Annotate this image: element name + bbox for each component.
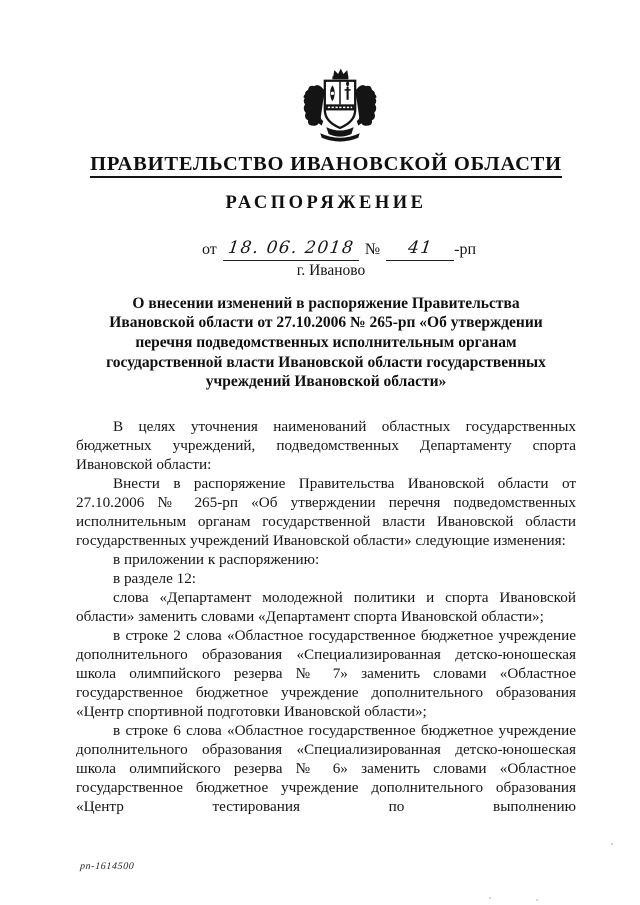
body-paragraph: Внести в распоряжение Правительства Ивановской области от 27.10.2006 № 265-рп «Об утверждении перечня подведомственных исполнительным органам государственной власти Ивановской области государственных учреждений Ивановской области» следующие изменения: <box>76 474 576 549</box>
body-paragraph: в строке 6 слова «Областное государственное бюджетное учреждение дополнительного образования «Специализированная детско-юношеская школа олимпийского резерва № 6» заменить словами «Областное государственное бюджетное учреждение дополнительного образования «Центр тестирования по выполнению <box>76 721 576 815</box>
date-blank <box>223 238 359 261</box>
date-number-line <box>76 238 576 261</box>
footer-code: рп-1614500 <box>79 861 135 872</box>
handwritten-number: 41 <box>406 238 434 258</box>
title-line: перечня подведомственных исполнительным органам <box>135 334 517 352</box>
document-body <box>76 417 576 816</box>
title-line: государственной власти Ивановской области государственных <box>106 353 546 371</box>
scan-speck <box>611 843 613 845</box>
title-line: учреждений Ивановской области» <box>205 373 447 391</box>
body-paragraph: в разделе 12: <box>113 569 197 587</box>
handwritten-date: 18. 06. 2018 <box>226 238 356 258</box>
body-paragraph: в строке 2 слова «Областное государственное бюджетное учреждение дополнительного образования «Специализированная детско-юношеская школа олимпийского резерва № 7» заменить словами «Областное государственное бюджетное учреждение дополнительного образования «Центр спортивной подготовки Ивановской области»; <box>76 626 576 720</box>
org-title <box>76 153 576 176</box>
document-content <box>76 0 576 816</box>
number-sign: № <box>364 241 381 258</box>
number-blank <box>386 238 454 261</box>
body-paragraph: В целях уточнения наименований областных государственных бюджетных учреждений, подведомственных Департаменту спорта Ивановской области: <box>76 417 576 473</box>
scan-speck <box>536 899 538 901</box>
body-paragraph: слова «Департамент молодежной политики и спорта Ивановской области» заменить словами «Департамент спорта Ивановской области»; <box>76 588 576 625</box>
title-line: О внесении изменений в распоряжение Правительства <box>132 294 520 312</box>
body-paragraph: в приложении к распоряжению: <box>113 550 320 568</box>
number-suffix: -рп <box>454 241 477 258</box>
date-prefix: от <box>201 241 217 258</box>
doc-type-heading: РАСПОРЯЖЕНИЕ <box>225 193 427 213</box>
document-title <box>76 294 576 392</box>
scan-speck <box>489 897 491 899</box>
city-line: г. Иваново <box>296 261 366 279</box>
org-title-text: ПРАВИТЕЛЬСТВО ИВАНОВСКОЙ ОБЛАСТИ <box>90 153 562 178</box>
title-line: Ивановской области от 27.10.2006 № 265-рп «Об утверждении <box>109 314 543 332</box>
ivanovo-oblast-coat-of-arms-icon <box>302 66 378 148</box>
